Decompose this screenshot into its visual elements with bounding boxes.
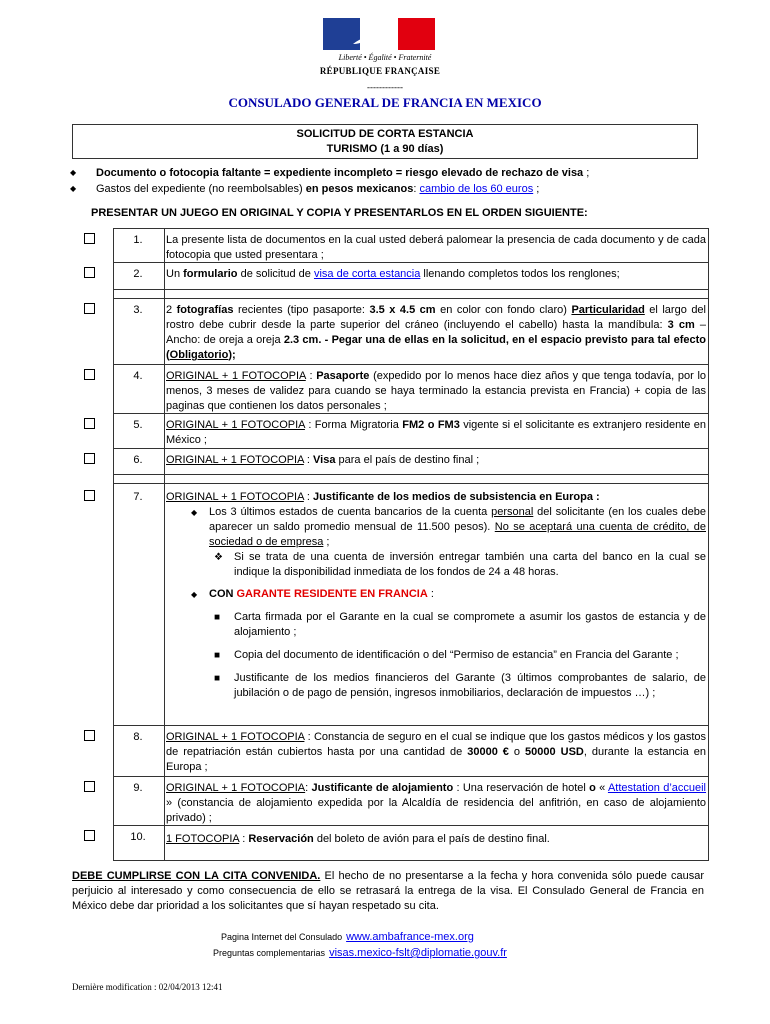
checkbox-item-7[interactable] xyxy=(84,490,95,501)
header-divider: ------------ xyxy=(367,82,403,92)
item-number: 3. xyxy=(133,304,143,316)
item-4-text: ORIGINAL + 1 FOTOCOPIA : Pasaporte (expedido por lo menos hace diez años y que tenga todavía, por lo menos, 3 meses de validez para cuando se haya terminado la estancia prevista en Francia) + copia de las paginas que contienen los datos personales ; xyxy=(166,370,707,412)
note-missing-docs-text: Documento o fotocopia faltante = expediente incompleto = riesgo elevado de rechazo de visa xyxy=(96,167,584,179)
item-number: 7. xyxy=(133,491,143,503)
item-2-text: Un formulario de solicitud de visa de corta estancia llenando completos todos los renglones; xyxy=(166,268,620,280)
item-1-text: La presente lista de documentos en la cual usted deberá palomear la presencia de cada documento y de cada fotocopia que usted presentara ; xyxy=(166,234,706,261)
consulate-website-line xyxy=(221,931,474,943)
square-bullet-icon: ■ xyxy=(214,673,221,684)
note-fees-currency: en pesos mexicanos xyxy=(305,183,414,195)
item-number: 2. xyxy=(133,268,143,280)
item-number: 5. xyxy=(133,419,143,431)
website-label: Pagina Internet del Consulado xyxy=(221,932,343,942)
square-bullet-icon: ■ xyxy=(214,612,221,623)
item-number: 8. xyxy=(133,731,143,743)
appointment-notice xyxy=(72,869,704,914)
item-8-text: ORIGINAL + 1 FOTOCOPIA : Constancia de seguro en el cual se indique que los gastos médicos y los gastos de repatriación están cubiertos hasta por una cantidad de 30000 € o 50000 USD, durante la estancia en Europa ; xyxy=(166,731,707,773)
visa-short-stay-link[interactable]: visa de corta estancia xyxy=(313,268,421,280)
last-modified: Dernière modification : 02/04/2013 12:41 xyxy=(72,982,223,992)
item-number: 1. xyxy=(133,234,143,246)
appointment-notice-heading: DEBE CUMPLIRSE CON LA CITA CONVENIDA. xyxy=(72,870,321,882)
item-6-text: ORIGINAL + 1 FOTOCOPIA : Visa para el país de destino final ; xyxy=(166,454,480,466)
diamond-outline-icon: ❖ xyxy=(214,552,223,563)
item-10-text: 1 FOTOCOPIA : Reservación del boleto de avión para el país de destino final. xyxy=(166,833,550,845)
questions-label: Preguntas complementarias xyxy=(213,948,326,958)
note-fees-colon: : xyxy=(413,183,420,195)
diamond-bullet-icon: ◆ xyxy=(191,508,198,517)
diamond-bullet-icon: ◆ xyxy=(70,184,77,193)
attestation-accueil-link[interactable]: Attestation d’accueil xyxy=(607,782,707,794)
form-subtitle: TURISMO (1 a 90 días) xyxy=(326,143,444,155)
item-number: 10. xyxy=(130,831,146,843)
checkbox-item-10[interactable] xyxy=(84,830,95,841)
questions-email-link[interactable]: visas.mexico-fslt@diplomatie.gouv.fr xyxy=(329,947,507,959)
consulate-title: CONSULADO GENERAL DE FRANCIA EN MEXICO xyxy=(228,95,542,110)
appointment-notice-text: El hecho de no presentarse a la fecha y hora convenida sólo puede causar perjuicio al interesado y como consecuencia de ello se retrasará la entrega de la visa. El Consulado General de Francia en México debe dar prioridad a los solicitantes que sí hayan respetado su cita. xyxy=(72,870,704,912)
website-link[interactable]: www.ambafrance-mex.org xyxy=(346,931,474,943)
item-3-text: 2 fotografías recientes (tipo pasaporte: 3.5 x 4.5 cm en color con fondo claro) Particularidad el largo del rostro debe cubrir desde la parte superior del cráneo (incluyendo el cabello) hasta la mandíbula: 3 cm – Ancho: de oreja a oreja 2.3 cm. - Pegar una de ellas en la solicitud, en el espacio previsto para tal efecto (Obligatorio); xyxy=(166,304,706,361)
checkbox-item-2[interactable] xyxy=(84,267,95,278)
form-title: SOLICITUD DE CORTA ESTANCIA xyxy=(296,128,474,140)
instructions-heading: PRESENTAR UN JUEGO EN ORIGINAL Y COPIA Y PRESENTARLOS EN EL ORDEN SIGUIENTE: xyxy=(91,207,588,219)
note-missing-docs-end: ; xyxy=(583,167,590,179)
checkbox-item-3[interactable] xyxy=(84,303,95,314)
square-bullet-icon: ■ xyxy=(214,650,221,661)
checkbox-item-6[interactable] xyxy=(84,453,95,464)
checkbox-item-1[interactable] xyxy=(84,233,95,244)
exchange-rate-link[interactable]: cambio de los 60 euros xyxy=(419,183,534,195)
questions-line xyxy=(213,947,507,959)
checkbox-item-5[interactable] xyxy=(84,418,95,429)
item-9-text: ORIGINAL + 1 FOTOCOPIA: Justificante de alojamiento : Una reservación de hotel o « Attestation d’accueil » (constancia de alojamiento expedida por la Alcaldía de residencia del anfitrión, en caso de alojamiento privado) ; xyxy=(166,782,707,824)
item-number: 6. xyxy=(133,454,143,466)
item-5-text: ORIGINAL + 1 FOTOCOPIA : Forma Migratoria FM2 o FM3 vigente si el solicitante es extranjero residente en México ; xyxy=(166,419,707,446)
diamond-bullet-icon: ◆ xyxy=(70,168,77,177)
diamond-bullet-icon: ◆ xyxy=(191,590,198,599)
note-fees-end: ; xyxy=(533,183,540,195)
checkbox-item-8[interactable] xyxy=(84,730,95,741)
item-number: 9. xyxy=(133,782,143,794)
note-fees-text: Gastos del expediente (no reembolsables) xyxy=(96,183,306,195)
checkbox-item-9[interactable] xyxy=(84,781,95,792)
item-number: 4. xyxy=(133,370,143,382)
checkbox-item-4[interactable] xyxy=(84,369,95,380)
item-7-text: ORIGINAL + 1 FOTOCOPIA : Justificante de los medios de subsistencia en Europa : ◆ Los 3 últimos estados de cuenta bancarios de la cuenta personal del solicitante (en los cuales debe aparecer un saldo promedio mensual de 11.500 pesos). No se aceptará una cuenta de crédito, de sociedad o de empresa ; ❖ Si se trata de una cuenta de inversión entregar también una carta del banco en la cual se indique la disponibilidad inmediata de los fondos de 24 a 48 horas. ◆ CON GARANTE RESIDENTE EN FRANCIA : ■ Carta firmada por el Garante en la cual se compromete a asumir los gastos de estancia y de alojamiento ; ■ Copia del documento de identificación o del “Permiso de estancia” en Francia del Garante ; ■ Justificante de los medios financieros del Garante (3 últimos comprobantes de salario, de jubilación o de pago de pensión, ingresos inmobiliarios, declaración de impuestos …) ; xyxy=(166,491,707,699)
republic-name: RÉPUBLIQUE FRANÇAISE xyxy=(319,66,441,76)
republic-motto: Liberté • Égalité • Fraternité xyxy=(338,53,432,62)
